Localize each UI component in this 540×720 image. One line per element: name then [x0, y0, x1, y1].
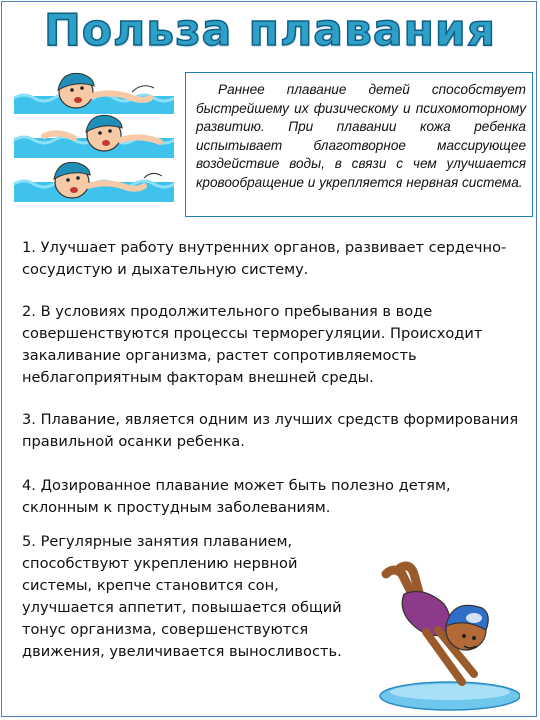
benefit-item-3: 3. Плавание, является одним из лучших средств формирования правильной осанки ребенка.	[22, 411, 519, 450]
benefit-item-5: 5. Регулярные занятия плаванием, способствуют укреплению нервной системы, крепче становится сон, улучшается аппетит, повышается общий тонус организма, совершенствуются движения, увеличивается выносливость.	[22, 533, 342, 660]
benefit-item-2: 2. В условиях продолжительного пребывания в воде совершенствуются процессы терморегуляции. Происходит закаливание организма, растет сопротивляемость неблагоприятным факторам внешней среды.	[22, 303, 483, 386]
benefit-item-4: 4. Дозированное плавание может быть полезно детям, склонным к простудным заболеваниям.	[22, 477, 451, 516]
diving-child-illustration	[378, 560, 520, 712]
benefit-item-1: 1. Улучшает работу внутренних органов, развивает сердечно-сосудистую и дыхательную систему.	[22, 239, 507, 278]
swimming-children-illustration	[14, 72, 174, 218]
page-title: Польза плавания	[43, 5, 496, 56]
intro-text-box: Раннее плавание детей способствует быстрейшему их физическому и психомоторному развитию. При плавании кожа ребенка испытывает благотворное массирующее воздействие воды, в связи с чем улучшается кровообращение и укрепляется нервная система.	[185, 72, 533, 217]
